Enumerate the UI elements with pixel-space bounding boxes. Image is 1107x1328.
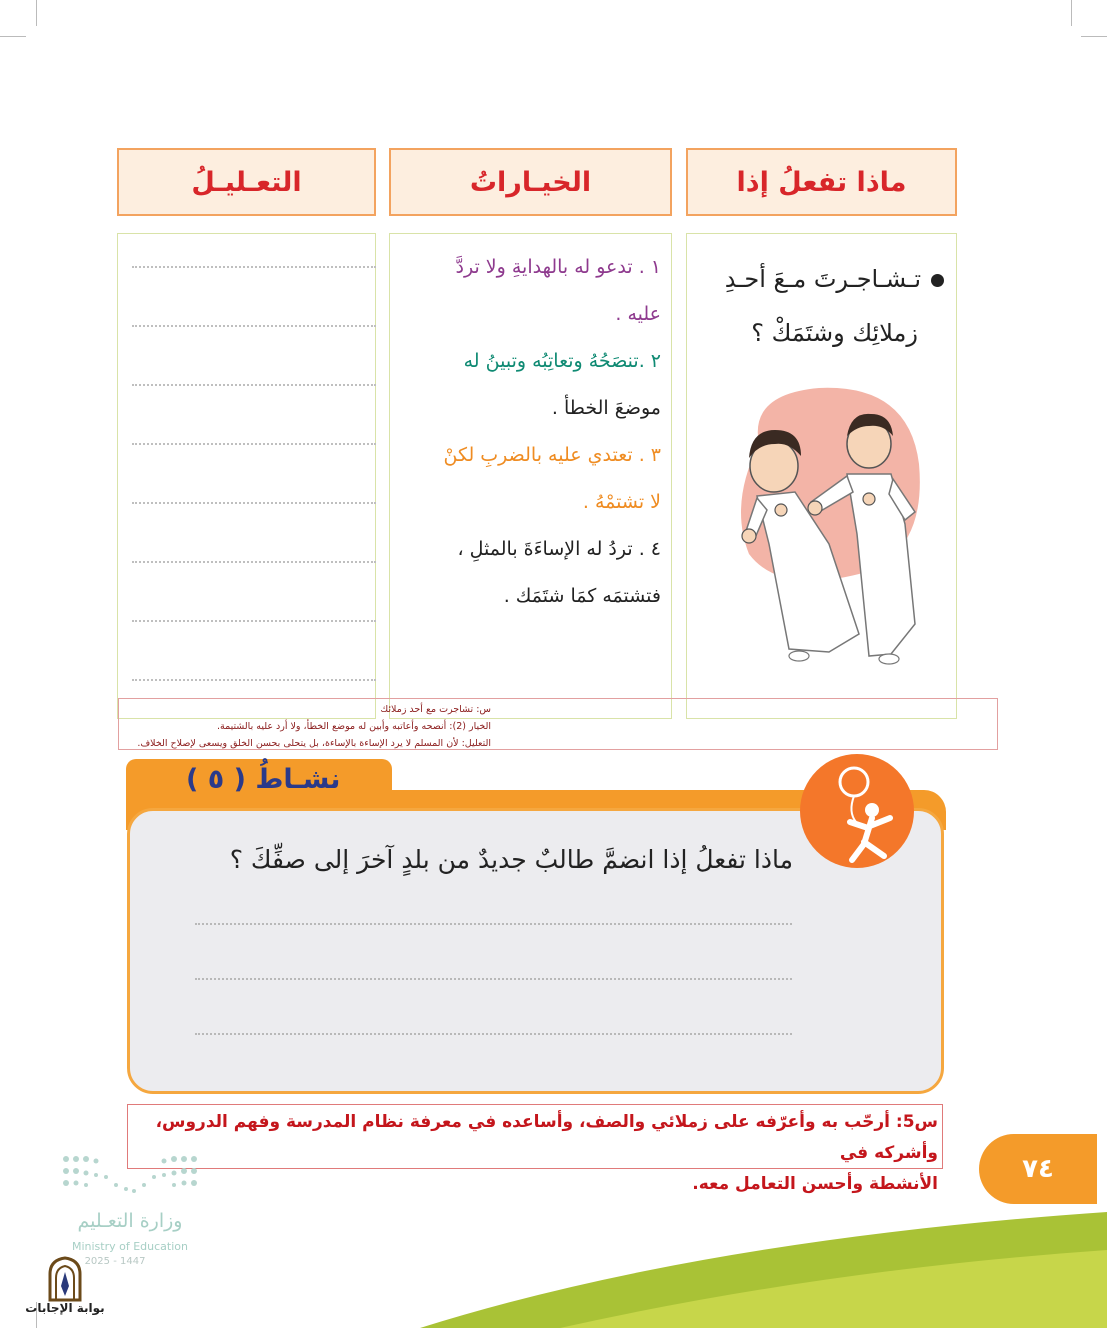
header-options-label: الخيـاراتُ (469, 166, 592, 198)
option-3-line1: ٣ . تعتدي عليه بالضربِ لكنْ (443, 444, 661, 466)
answer2-line2: الأنشطة وأحسن التعامل معه. (692, 1174, 938, 1194)
activity-dotted-line (195, 1033, 792, 1035)
answer1-question: س: تشاجرت مع أحد زملائك (380, 704, 491, 715)
site-logo-text: بوابة الإجابات (25, 1301, 105, 1315)
activity-title: نشـاطُ ( ٥ ) (186, 764, 341, 795)
crop-mark (1081, 36, 1107, 37)
answer-overlay-1 (118, 698, 998, 750)
answer2-line1: س5: أرحّب به وأعرّفه على زملائي والصف، وأساعده في معرفة نظام المدرسة وفهم الدروس، وأشركه في (155, 1112, 938, 1163)
options-list (401, 244, 661, 620)
activity-balloon-icon (798, 752, 916, 870)
scenario-line1: تـشـاجـرتَ مـعَ أحـدِ (724, 265, 921, 293)
activity-dotted-line (195, 923, 792, 925)
ministry-dots-logo (62, 1155, 198, 1199)
header-what-to-do (686, 148, 957, 216)
ministry-name-en: Ministry of Education (71, 1240, 188, 1253)
header-reason-label: التعـليـلُ (191, 166, 302, 198)
option-1-line1: ١ . تدعو له بالهدايةِ ولا تردَّ (455, 256, 661, 278)
crop-mark (1071, 0, 1072, 26)
answer-dotted-line (132, 502, 376, 504)
reason-column (117, 233, 376, 719)
activity-dotted-line (195, 978, 792, 980)
answer-dotted-line (132, 325, 376, 327)
option-2 (401, 338, 661, 432)
bullet-icon (931, 274, 944, 287)
option-4-line1: ٤ . تردُ له الإساءَةَ بالمثلِ ، (457, 538, 661, 560)
answer1-reason: التعليل: لأن المسلم لا يرد الإساءة بالإساءة، بل يتحلى بحسن الخلق ويسعى لإصلاح الخلاف. (137, 738, 491, 749)
ministry-year: 2025 - 1447 (84, 1256, 146, 1267)
header-what-to-do-label: ماذا تفعلُ إذا (736, 166, 907, 198)
answer-dotted-line (132, 620, 376, 622)
answer-dotted-line (132, 561, 376, 563)
option-4-line2: فتشتمَه كمَا شتَمَك . (503, 585, 661, 607)
ministry-name-ar: وزارة التعـليم (77, 1210, 183, 1232)
option-4 (401, 526, 661, 620)
two-boys-arguing-illustration (719, 384, 929, 674)
answer-dotted-line (132, 443, 376, 445)
activity-question: ماذا تفعلُ إذا انضمَّ طالبٌ جديدٌ من بلدٍ آخرَ إلى صفِّكَ ؟ (229, 845, 793, 874)
crop-mark (36, 0, 37, 26)
option-2-line1: ٢ .تنصَحُهُ وتعاتِبُه وتبينُ له (463, 350, 661, 372)
option-1-line2: عليه . (615, 303, 661, 325)
options-column (389, 233, 672, 719)
answer-dotted-line (132, 679, 376, 681)
option-2-line2: موضعَ الخطأ . (551, 397, 661, 419)
scenario-column (686, 233, 957, 719)
answer-dotted-line (132, 384, 376, 386)
answer-dotted-line (132, 266, 376, 268)
answer-overlay-2 (127, 1104, 943, 1194)
option-3 (401, 432, 661, 526)
option-1 (401, 244, 661, 338)
crop-mark (0, 36, 26, 37)
option-3-line2: لا تشتمْهُ . (582, 491, 661, 513)
scenario-text (698, 252, 944, 360)
site-pen-logo-icon (44, 1256, 86, 1302)
header-options (389, 148, 672, 216)
answer1-choice: الخيار (2): أنصحه وأعاتبه وأبين له موضع الخطأ، ولا أرد عليه بالشتيمة. (216, 721, 491, 732)
header-reason (117, 148, 376, 216)
scenario-line2: زملائِك وشتَمَكْ ؟ (751, 319, 918, 347)
page-number: ٧٤ (979, 1134, 1097, 1204)
